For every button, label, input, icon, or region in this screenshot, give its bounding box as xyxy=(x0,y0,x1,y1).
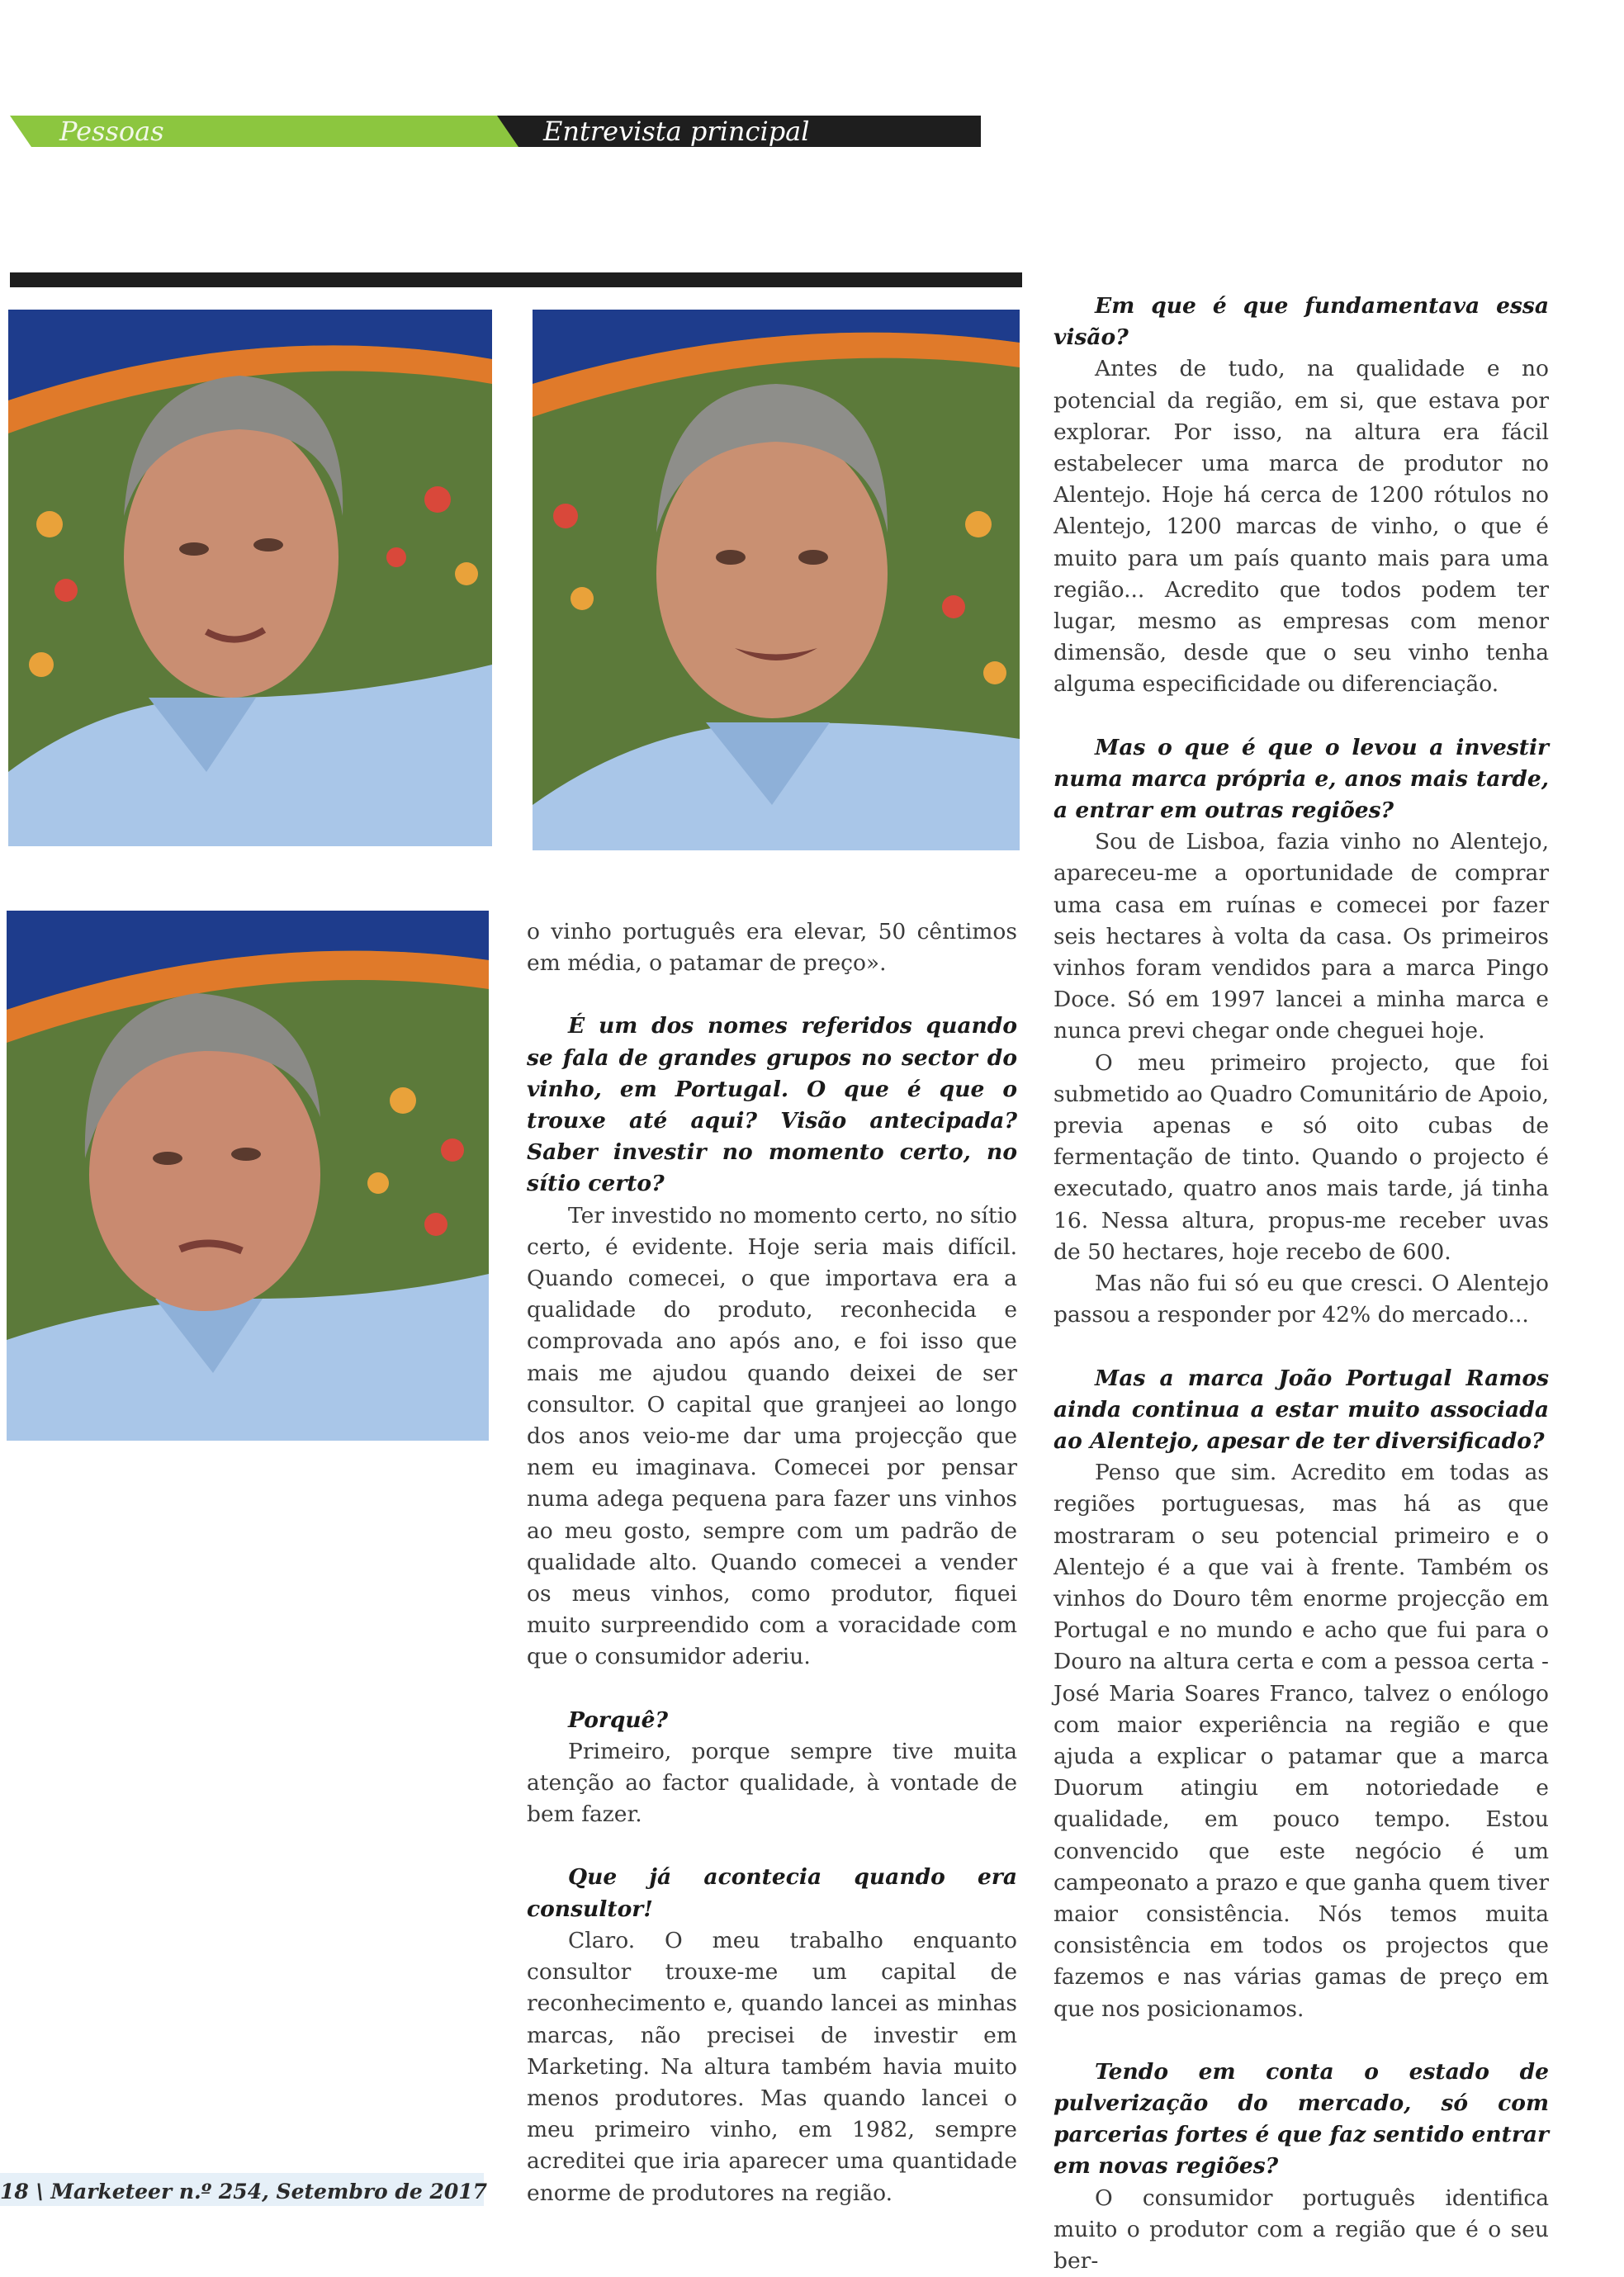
answer-paragraph: Claro. O meu trabalho enquanto consultor trouxe-me um capital de reconhecimento e, quando lancei as minhas marcas, não precisei de investir em Marketing. Na altura também havia muito menos produtores. Mas quando lancei o meu primeiro vinho, em 1982, sempre acreditei que iria aparecer uma quantidade enorme de produtores na região. xyxy=(527,1927,1017,2206)
answer-paragraph: O meu primeiro projecto, que foi submetido ao Quadro Comunitário de Apoio, previa apenas e só oito cubas de fermentação de tinto. Quando o projecto é executado, quatro anos mais tarde, já tinha 16. Nessa altura, propus-me receber uvas de 50 hectares, hoje recebo de 600. xyxy=(1053,1049,1549,1265)
section-tag xyxy=(10,116,497,147)
question-paragraph: Em que é que fundamentava essa visão? xyxy=(1053,293,1549,351)
answer-paragraph: Sou de Lisboa, fazia vinho no Alentejo, apareceu-me a oportunidade de comprar uma casa em ruínas e comecei por fazer seis hectares à volta da casa. Os primeiros vinhos foram vendidos para a marca Pingo Doce. Só em 1997 lancei a minha marca e nunca previ chegar onde cheguei hoje. xyxy=(1053,829,1549,1044)
question-paragraph: Mas o que é que o levou a investir numa marca própria e, anos mais tarde, a entrar em outras regiões? xyxy=(1053,734,1549,824)
subsection-label: Entrevista principal xyxy=(543,116,810,147)
question-paragraph: Tendo em conta o estado de pulverização do mercado, só com parcerias fortes é que faz sentido entrar em novas regiões? xyxy=(1053,2058,1549,2180)
question-paragraph: Que já acontecia quando era consultor! xyxy=(527,1864,1017,1922)
tag-notch xyxy=(10,116,31,147)
question-paragraph: Mas a marca João Portugal Ramos ainda continua a estar muito associada ao Alentejo, apesar de ter diversificado? xyxy=(1053,1365,1549,1454)
tag-notch xyxy=(497,116,518,147)
answer-paragraph: Penso que sim. Acredito em todas as regiões portuguesas, mas há as que mostraram o seu potencial primeiro e o Alentejo é a que vai à frente. Também os vinhos do Douro têm enorme projecção em Portugal e no mundo e acho que fui para o Douro na altura certa e com a pessoa certa - José Maria Soares Franco, talvez o enólogo com maior experiência na região e que ajuda a explicar o patamar que a marca Duorum atingiu em notoriedade e qualidade, em pouco tempo. Estou convencido que este negócio é um campeonato a prazo e que ganha quem tiver maior consistência. Nós temos muita consistência em todos os projectos que fazemos e nas várias gamas de preço em que nos posicionamos. xyxy=(1053,1460,1549,2022)
interview-photo-3 xyxy=(7,911,489,1441)
answer-paragraph: Ter investido no momento certo, no sítio certo, é evidente. Hoje seria mais difícil. Quando comecei, o que importava era a qualidade do produto, reconhecida e comprovada ano após ano, e foi isso que mais me ajudou quando deixei de ser consultor. O capital que granjeei ao longo dos anos veio-me dar uma projecção que nem eu imaginava. Comecei por pensar numa adega pequena para fazer uns vinhos ao meu gosto, sempre com um padrão de qualidade alto. Quando comecei a vender os meus vinhos, como produtor, fiquei muito surpreendido com a voracidade com que o consumidor aderiu. xyxy=(527,1202,1017,1670)
article-column-right xyxy=(1053,291,1549,2277)
section-label: Pessoas xyxy=(59,116,164,147)
answer-paragraph: Mas não fui só eu que cresci. O Alentejo passou a responder por 42% do mercado... xyxy=(1053,1271,1549,1328)
divider-rule xyxy=(10,272,1022,287)
question-paragraph: É um dos nomes referidos quando se fala de grandes grupos no sector do vinho, em Portugal. O que é que o trouxe até aqui? Visão antecipada? Saber investir no momento certo, no sítio certo? xyxy=(527,1013,1017,1197)
page-footer: 18 \ Marketeer n.º 254, Setembro de 2017 xyxy=(0,2180,488,2204)
interview-photo-2 xyxy=(533,310,1020,850)
article-column-middle xyxy=(527,916,1017,2209)
answer-paragraph: Antes de tudo, na qualidade e no potencial da região, em si, que estava por explorar. Por isso, na altura era fácil estabelecer uma marca de produtor no Alentejo. Hoje há cerca de 1200 rótulos no Alentejo, 1200 marcas de vinho, o que é muito para um país quanto mais para uma região... Acredito que todos podem ter lugar, mesmo as empresas com menor dimensão, desde que o seu vinho tenha alguma especificidade ou diferenciação. xyxy=(1053,356,1549,698)
answer-paragraph: Primeiro, porque sempre tive muita atenção ao factor qualidade, à vontade de bem fazer. xyxy=(527,1738,1017,1828)
subsection-tag xyxy=(497,116,981,147)
answer-paragraph: O consumidor português identifica muito o produtor com a região que é o seu ber- xyxy=(1053,2185,1549,2274)
answer-paragraph: o vinho português era elevar, 50 cêntimos em média, o patamar de preço». xyxy=(527,919,1017,977)
interview-photo-1 xyxy=(8,310,492,846)
question-paragraph: Porquê? xyxy=(568,1707,669,1733)
